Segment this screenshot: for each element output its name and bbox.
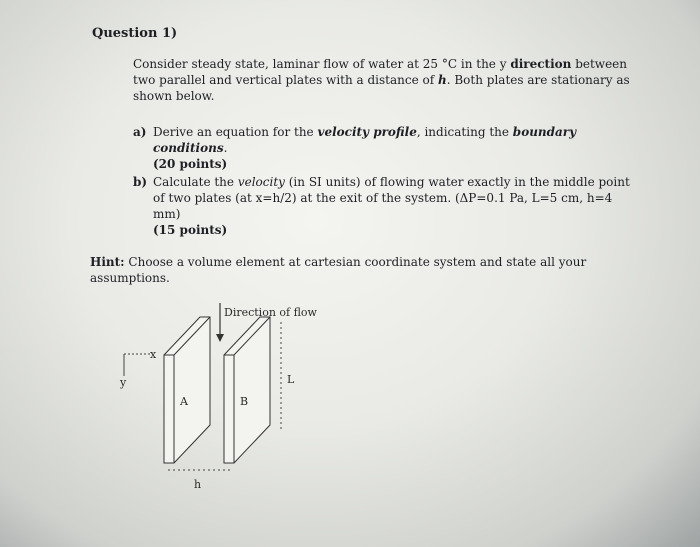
part-b-prefix: Calculate the — [153, 175, 238, 189]
length-label: L — [287, 373, 295, 386]
y-axis-label: y — [120, 376, 127, 389]
gap-label: h — [194, 478, 202, 491]
part-a-term-boundary-conditions: boundary conditions — [153, 125, 577, 155]
plate-a-label: A — [180, 395, 188, 408]
hint-label: Hint: — [90, 255, 125, 269]
part-a-points: (20 points) — [153, 157, 228, 171]
flow-arrow-head-icon — [216, 334, 224, 342]
plate-b — [224, 317, 270, 463]
part-a-mid: , indicating the — [416, 125, 513, 139]
intro-direction: direction — [510, 57, 572, 71]
part-b-points: (15 points) — [153, 223, 228, 237]
intro-text-2: between two parallel and vertical plates with a distance of — [133, 57, 627, 87]
part-a-term-velocity-profile: velocity profile — [317, 125, 417, 139]
part-a-label: a) — [133, 125, 147, 139]
question-title: Question 1) — [92, 26, 178, 41]
x-axis-label: x — [150, 348, 157, 361]
plate-a — [164, 317, 210, 463]
intro-text-3: . Both plates are stationary as shown below. — [133, 73, 630, 103]
hint-text: Choose a volume element at cartesian coordinate system and state all your assumptions. — [90, 255, 587, 285]
plate-b-label: B — [240, 395, 249, 408]
flow-direction-label: Direction of flow — [224, 306, 317, 319]
intro-text-1: Consider steady state, laminar flow of water at 25 °C in the y — [133, 57, 511, 71]
part-a-prefix: Derive an equation for the — [153, 125, 318, 139]
part-b-label: b) — [133, 175, 148, 189]
part-a-suffix: . — [223, 141, 228, 155]
part-b-suffix: (in SI units) of flowing water exactly in the middle point of two plates (at x=h/2) at the exit of the system. (ΔP=0.1 Pa, L=5 cm, h=4 mm) — [153, 175, 630, 221]
intro-h: h — [438, 73, 447, 87]
part-b-term-velocity: velocity — [237, 175, 285, 189]
